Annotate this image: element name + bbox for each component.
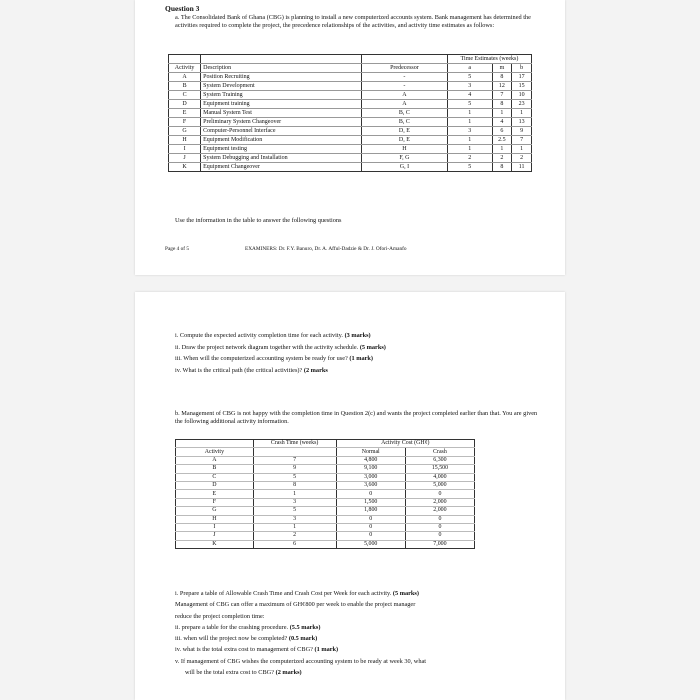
- description-cell: System Debugging and Installation: [201, 154, 362, 163]
- crash-row: [176, 523, 475, 531]
- col-m: m: [492, 64, 512, 73]
- question-b-iii: iii. when will the project now be completed? (0.5 mark): [175, 635, 318, 643]
- activity-cell: B: [169, 82, 201, 91]
- predecessor-cell: D, E: [361, 127, 447, 136]
- activity-cell: A: [169, 73, 201, 82]
- col-activity-2: Activity: [176, 448, 254, 456]
- use-info-text: Use the information in the table to answer the following questions: [175, 217, 342, 224]
- activity-row: [169, 127, 532, 136]
- intro-a-paragraph: a. The Consolidated Bank of Ghana (CBG) is planning to install a new computerized accounts system. Bank management has determined the activities required to complete the project, the precedence relationships of the activities, and activity time estimates as follows:: [175, 14, 531, 29]
- activity-cell: A: [176, 456, 254, 464]
- description-cell: System Training: [201, 91, 362, 100]
- crash-row: [176, 456, 475, 464]
- activity-row: [169, 73, 532, 82]
- activity-cell: K: [176, 540, 254, 548]
- description-cell: Position Recruiting: [201, 73, 362, 82]
- activity-row: [169, 91, 532, 100]
- crash-time-cell: 2: [253, 532, 336, 540]
- normal-cost-cell: 5,000: [336, 540, 405, 548]
- activity-cell: F: [169, 118, 201, 127]
- col-predecessor: Predecessor: [361, 64, 447, 73]
- a-cell: 5: [447, 73, 492, 82]
- crash-row: [176, 490, 475, 498]
- a-cell: 4: [447, 91, 492, 100]
- management-offer-line-1: Management of CBG can offer a maximum of GH¢800 per week to enable the project manager: [175, 601, 416, 609]
- activity-cell: E: [176, 490, 254, 498]
- crash-cost-cell: 0: [405, 490, 474, 498]
- crash-time-cell: 3: [253, 515, 336, 523]
- question-a-iii: iii. When will the computerized accounting system be ready for use? (1 mark): [175, 355, 374, 362]
- crash-time-cell: 1: [253, 490, 336, 498]
- a-cell: 1: [447, 118, 492, 127]
- m-cell: 8: [492, 73, 512, 82]
- activity-cell: H: [169, 136, 201, 145]
- question-b-iv: iv. what is the total extra cost to management of CBG? (1 mark): [175, 646, 339, 654]
- col-crash-time: Crash Time (weeks): [253, 440, 336, 448]
- a-cell: 5: [447, 163, 492, 172]
- activity-cell: I: [176, 523, 254, 531]
- crash-time-cell: 6: [253, 540, 336, 548]
- crash-row: [176, 498, 475, 506]
- predecessor-cell: B, C: [361, 118, 447, 127]
- activity-row: [169, 163, 532, 172]
- m-cell: 2.5: [492, 136, 512, 145]
- intro-b-paragraph: b. Management of CBG is not happy with the completion time in Question 2(c) and wants the project completed earlier than that. You are given the following additional activity information.: [175, 410, 538, 425]
- examiners-line: EXAMINERS: Dr. F.Y. Banuro, Dr. A. Afful-Dadzie & Dr. J. Ofori-Amanfo: [245, 246, 407, 252]
- activity-row: [169, 82, 532, 91]
- m-cell: 4: [492, 118, 512, 127]
- b-cell: 1: [512, 145, 532, 154]
- crash-cost-cell: 0: [405, 523, 474, 531]
- m-cell: 1: [492, 109, 512, 118]
- description-cell: Equipment training: [201, 100, 362, 109]
- activity-cell: D: [169, 100, 201, 109]
- activity-cell: J: [176, 532, 254, 540]
- normal-cost-cell: 3,600: [336, 481, 405, 489]
- b-cell: 7: [512, 136, 532, 145]
- crash-cost-cell: 2,000: [405, 507, 474, 515]
- activity-cell: G: [176, 507, 254, 515]
- b-cell: 23: [512, 100, 532, 109]
- crash-cost-cell: 5,000: [405, 481, 474, 489]
- predecessor-cell: A: [361, 91, 447, 100]
- management-offer-line-2: reduce the project completion time:: [175, 612, 265, 620]
- normal-cost-cell: 0: [336, 490, 405, 498]
- question-b-ii: ii. prepare a table for the crashing procedure. (5.5 marks): [175, 623, 321, 631]
- crash-row: [176, 540, 475, 548]
- crash-row: [176, 481, 475, 489]
- crash-cost-cell: 2,000: [405, 498, 474, 506]
- page-label: Page 4 of 5: [165, 246, 189, 252]
- crash-time-cell: 9: [253, 465, 336, 473]
- a-cell: 1: [447, 136, 492, 145]
- crash-row: [176, 532, 475, 540]
- a-cell: 1: [447, 145, 492, 154]
- col-activity-cost: Activity Cost (GH¢): [336, 440, 474, 448]
- m-cell: 8: [492, 100, 512, 109]
- col-a: a: [447, 64, 492, 73]
- predecessor-cell: A: [361, 100, 447, 109]
- description-cell: Equipment testing: [201, 145, 362, 154]
- normal-cost-cell: 0: [336, 515, 405, 523]
- normal-cost-cell: 0: [336, 532, 405, 540]
- activity-row: [169, 136, 532, 145]
- question-b-i: i. Prepare a table of Allowable Crash Time and Crash Cost per Week for each activity. (5 marks): [175, 590, 419, 597]
- crash-row: [176, 473, 475, 481]
- question-a-ii: ii. Draw the project network diagram together with the activity schedule. (5 marks): [175, 343, 386, 351]
- page-4: [135, 0, 565, 275]
- crash-time-cell: 1: [253, 523, 336, 531]
- normal-cost-cell: 1,800: [336, 507, 405, 515]
- crash-cost-cell: 0: [405, 532, 474, 540]
- activity-cell: J: [169, 154, 201, 163]
- description-cell: Equipment Modification: [201, 136, 362, 145]
- predecessor-cell: D, E: [361, 136, 447, 145]
- crash-table: [175, 439, 475, 549]
- m-cell: 6: [492, 127, 512, 136]
- crash-cost-cell: 15,500: [405, 465, 474, 473]
- crash-cost-cell: 0: [405, 515, 474, 523]
- activity-cell: C: [176, 473, 254, 481]
- predecessor-cell: -: [361, 73, 447, 82]
- normal-cost-cell: 4,800: [336, 456, 405, 464]
- crash-time-cell: 5: [253, 473, 336, 481]
- activity-cell: F: [176, 498, 254, 506]
- crash-time-cell: 3: [253, 498, 336, 506]
- activity-cell: G: [169, 127, 201, 136]
- activity-cell: H: [176, 515, 254, 523]
- b-cell: 17: [512, 73, 532, 82]
- activity-cell: C: [169, 91, 201, 100]
- questions-a-list: [175, 330, 386, 376]
- activity-cell: K: [169, 163, 201, 172]
- m-cell: 12: [492, 82, 512, 91]
- m-cell: 1: [492, 145, 512, 154]
- m-cell: 7: [492, 91, 512, 100]
- description-cell: Equipment Changeover: [201, 163, 362, 172]
- activity-row: [169, 100, 532, 109]
- question-a-iv: iv. What is the critical path (the critical activities)? (2 marks: [175, 366, 328, 374]
- predecessor-cell: H: [361, 145, 447, 154]
- crash-time-cell: 7: [253, 456, 336, 464]
- predecessor-cell: G, I: [361, 163, 447, 172]
- activity-cell: E: [169, 109, 201, 118]
- crash-row: [176, 465, 475, 473]
- crash-time-cell: 5: [253, 507, 336, 515]
- b-cell: 10: [512, 91, 532, 100]
- a-cell: 3: [447, 127, 492, 136]
- predecessor-cell: B, C: [361, 109, 447, 118]
- b-cell: 1: [512, 109, 532, 118]
- col-crash: Crash: [405, 448, 474, 456]
- page-5: [135, 292, 565, 700]
- description-cell: Preliminary System Changeover: [201, 118, 362, 127]
- question-b-v-line-2: will be the total extra cost to CBG? (2 marks): [185, 669, 302, 677]
- crash-row: [176, 515, 475, 523]
- a-cell: 1: [447, 109, 492, 118]
- crash-cost-cell: 4,000: [405, 473, 474, 481]
- normal-cost-cell: 3,000: [336, 473, 405, 481]
- predecessor-cell: -: [361, 82, 447, 91]
- description-cell: Manual System Test: [201, 109, 362, 118]
- b-cell: 11: [512, 163, 532, 172]
- crash-row: [176, 507, 475, 515]
- description-cell: System Development: [201, 82, 362, 91]
- activity-cell: I: [169, 145, 201, 154]
- b-cell: 15: [512, 82, 532, 91]
- m-cell: 8: [492, 163, 512, 172]
- col-normal: Normal: [336, 448, 405, 456]
- activity-cell: D: [176, 481, 254, 489]
- col-b: b: [512, 64, 532, 73]
- crash-time-cell: 8: [253, 481, 336, 489]
- normal-cost-cell: 0: [336, 523, 405, 531]
- question-a-i: i. Compute the expected activity completion time for each activity. (3 marks): [175, 332, 371, 339]
- activity-row: [169, 145, 532, 154]
- crash-cost-cell: 7,000: [405, 540, 474, 548]
- question-title: Question 3: [165, 4, 200, 13]
- a-cell: 2: [447, 154, 492, 163]
- m-cell: 2: [492, 154, 512, 163]
- col-description: Description: [201, 64, 362, 73]
- description-cell: Computer-Personnel Interface: [201, 127, 362, 136]
- activity-table: [168, 54, 532, 172]
- predecessor-cell: F, G: [361, 154, 447, 163]
- col-activity: Activity: [169, 64, 201, 73]
- b-cell: 9: [512, 127, 532, 136]
- b-cell: 2: [512, 154, 532, 163]
- activity-cell: B: [176, 465, 254, 473]
- a-cell: 5: [447, 100, 492, 109]
- activity-row: [169, 109, 532, 118]
- activity-row: [169, 154, 532, 163]
- normal-cost-cell: 1,500: [336, 498, 405, 506]
- b-cell: 13: [512, 118, 532, 127]
- crash-cost-cell: 6,300: [405, 456, 474, 464]
- time-estimates-header: Time Estimates (weeks): [447, 55, 531, 64]
- a-cell: 3: [447, 82, 492, 91]
- activity-row: [169, 118, 532, 127]
- normal-cost-cell: 9,100: [336, 465, 405, 473]
- question-b-v-line-1: v. If management of CBG wishes the computerized accounting system to be ready at week 30, what: [175, 657, 427, 665]
- questions-b-list: [175, 588, 426, 678]
